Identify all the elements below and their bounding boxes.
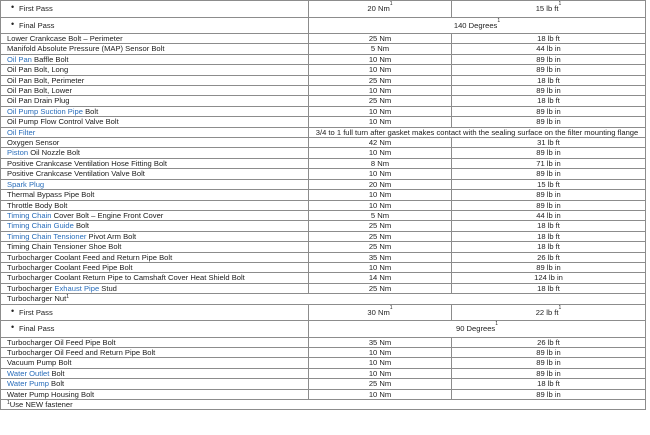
angle-value: 140 Degrees [453,20,498,30]
metric-cell: 25 Nm [309,34,452,44]
english-cell: 89 lb in [452,200,646,210]
english-cell: 26 lb ft [452,252,646,262]
table-row [1,96,646,106]
angle-value: 90 Degrees [455,324,496,334]
metric-cell: 8 Nm [309,158,452,168]
english-cell: 124 lb in [452,273,646,283]
component-cell [1,368,309,378]
footnote-marker: 1 [495,321,499,328]
table-row [1,242,646,252]
component-name-text: Timing Chain Tensioner Shoe Bolt [7,242,122,252]
table-row [1,321,646,338]
component-name-text: Positive Crankcase Ventilation Valve Bolt [7,169,145,179]
metric-cell [309,304,452,321]
english-cell: 18 lb ft [452,242,646,252]
english-cell: 89 lb in [452,347,646,357]
pass-cell [1,304,309,321]
table-row [1,138,646,148]
component-name-text: Bolt [48,379,65,389]
table-row [1,1,646,18]
component-link[interactable]: Suction Pipe [40,106,83,116]
english-cell: 89 lb in [452,148,646,158]
component-cell [1,179,309,189]
component-cell [1,190,309,200]
table-row [1,294,646,304]
component-cell [1,210,309,220]
metric-cell: 25 Nm [309,283,452,293]
metric-cell: 25 Nm [309,96,452,106]
component-link[interactable]: Oil Pan [7,54,32,64]
angle-cell [309,17,646,34]
pass-label: • First Pass [19,305,308,321]
component-name-text: Turbocharger Coolant Feed and Return Pipe Bolt [7,252,173,262]
component-cell [1,389,309,399]
component-name-text: Water Pump Housing Bolt [7,389,95,399]
table-row [1,158,646,168]
component-cell [1,106,309,116]
footnote-cell [1,400,646,410]
component-cell [1,252,309,262]
component-cell [1,65,309,75]
english-cell: 89 lb in [452,117,646,127]
english-cell: 44 lb in [452,210,646,220]
metric-cell: 10 Nm [309,148,452,158]
english-cell: 15 lb ft [452,179,646,189]
component-cell [1,34,309,44]
metric-cell: 20 Nm [309,179,452,189]
table-row [1,75,646,85]
metric-cell: 42 Nm [309,138,452,148]
component-cell [1,358,309,368]
footnote-marker: 1 [66,294,70,301]
component-name-text: Oxygen Sensor [7,138,60,148]
component-name-text: Oil Pan Bolt, Perimeter [7,75,85,85]
component-name-text: Baffle Bolt [31,54,69,64]
component-link[interactable]: Oil Pump [7,106,39,116]
component-cell [1,242,309,252]
table-row [1,231,646,241]
english-cell: 18 lb ft [452,283,646,293]
english-cell: 89 lb in [452,86,646,96]
english-cell: 18 lb ft [452,34,646,44]
spec-note-cell: 3/4 to 1 full turn after gasket makes contact with the sealing surface on the filter mounting flange [309,127,646,137]
component-name-text: Positive Crankcase Ventilation Hose Fitting Bolt [7,158,167,168]
english-cell: 89 lb in [452,358,646,368]
component-name-text: Oil Pump Flow Control Valve Bolt [7,117,119,127]
table-row [1,389,646,399]
component-name-text: Bolt [49,368,65,378]
table-row [1,252,646,262]
metric-cell: 10 Nm [309,347,452,357]
component-link[interactable]: Timing Chain Guide [7,221,74,231]
component-cell [1,148,309,158]
component-name-text: Turbocharger Oil Feed Pipe Bolt [7,337,116,347]
table-row [1,379,646,389]
english-cell [452,304,646,321]
metric-cell: 10 Nm [309,190,452,200]
table-row [1,347,646,357]
pass-list [7,305,308,321]
component-cell [1,221,309,231]
english-cell: 44 lb in [452,44,646,54]
component-name-text: Oil Pan Bolt, Lower [7,86,72,96]
component-cell [1,117,309,127]
table-row [1,337,646,347]
component-name-text: Bolt [83,106,99,116]
table-row [1,221,646,231]
pass-cell [1,17,309,34]
table-row [1,179,646,189]
english-cell: 89 lb in [452,389,646,399]
component-name-text: Bolt [73,221,90,231]
pass-cell [1,1,309,18]
english-cell: 89 lb in [452,106,646,116]
metric-value: 30 Nm [367,307,390,317]
component-link[interactable]: Water Outlet [7,368,50,378]
component-cell [1,283,309,293]
english-cell: 18 lb ft [452,231,646,241]
component-name-text: Turbocharger Coolant Return Pipe to Camshaft Cover Heat Shield Bolt [7,273,245,283]
table-row [1,169,646,179]
table-row [1,358,646,368]
metric-cell: 10 Nm [309,54,452,64]
footnote-marker: 1 [7,400,10,406]
table-row [1,148,646,158]
table-row [1,210,646,220]
english-cell: 18 lb ft [452,75,646,85]
metric-cell: 14 Nm [309,273,452,283]
component-name-text: Lower Crankcase Bolt – Perimeter [7,34,123,43]
component-name-text: Turbocharger Oil Feed and Return Pipe Bolt [7,347,156,357]
metric-cell: 10 Nm [309,169,452,179]
component-cell [1,44,309,54]
metric-cell: 10 Nm [309,86,452,96]
component-name-text: Stud [99,283,117,293]
english-cell: 31 lb ft [452,138,646,148]
component-cell [1,169,309,179]
english-value: 22 lb ft [535,307,559,317]
footnote-row [1,400,646,410]
pass-cell [1,321,309,338]
component-name-text: Oil Pan Drain Plug [7,96,70,106]
component-cell [1,347,309,357]
component-name-text: Cover Bolt – Engine Front Cover [51,210,164,220]
table-row [1,65,646,75]
component-cell [1,54,309,64]
component-cell [1,127,309,137]
table-row [1,368,646,378]
english-cell: 89 lb in [452,190,646,200]
component-name-text: Vacuum Pump Bolt [7,358,72,368]
english-cell: 89 lb in [452,262,646,272]
component-cell [1,158,309,168]
table-row [1,283,646,293]
english-cell: 18 lb ft [452,221,646,231]
table-row [1,273,646,283]
english-cell: 89 lb in [452,169,646,179]
english-value: 15 lb ft [535,4,559,13]
table-row [1,34,646,44]
component-link[interactable]: Piston [7,148,29,158]
component-link[interactable]: Exhaust Pipe [54,283,100,293]
table-row [1,117,646,127]
component-cell [1,75,309,85]
pass-list [7,18,308,34]
component-name-text: Turbocharger Nut [7,294,67,304]
metric-value: 20 Nm [367,4,390,13]
metric-cell: 25 Nm [309,221,452,231]
metric-cell: 10 Nm [309,389,452,399]
metric-cell: 25 Nm [309,242,452,252]
metric-cell: 25 Nm [309,231,452,241]
component-name-text: Oil Nozzle Bolt [28,148,81,158]
table-row [1,106,646,116]
metric-cell: 35 Nm [309,337,452,347]
component-cell [1,294,646,304]
component-name-text: Manifold Absolute Pressure (MAP) Sensor Bolt [7,44,165,54]
component-cell [1,273,309,283]
metric-cell: 10 Nm [309,262,452,272]
metric-cell: 5 Nm [309,44,452,54]
component-cell [1,138,309,148]
table-row [1,262,646,272]
component-cell [1,86,309,96]
metric-cell: 10 Nm [309,106,452,116]
english-cell [452,1,646,18]
table-row [1,200,646,210]
component-link[interactable]: Timing Chain Tensioner [7,231,87,241]
table-row [1,17,646,34]
pass-list [7,1,308,17]
component-cell [1,262,309,272]
metric-cell: 10 Nm [309,368,452,378]
pass-label: • Final Pass [19,321,308,337]
component-link[interactable]: Timing Chain [7,210,52,220]
component-cell [1,379,309,389]
metric-cell: 10 Nm [309,358,452,368]
pass-list [7,321,308,337]
footnote-text: Use NEW fastener [9,400,73,409]
footnote-marker: 1 [558,1,562,7]
table-row [1,190,646,200]
english-cell: 26 lb ft [452,337,646,347]
metric-cell: 10 Nm [309,117,452,127]
footnote-marker: 1 [389,304,393,311]
english-cell: 89 lb in [452,54,646,64]
component-link[interactable]: Water Pump [7,379,49,389]
english-cell: 89 lb in [452,65,646,75]
metric-cell: 25 Nm [309,75,452,85]
metric-cell: 25 Nm [309,379,452,389]
table-row [1,304,646,321]
metric-cell: 10 Nm [309,65,452,75]
table-row [1,127,646,137]
metric-cell: 5 Nm [309,210,452,220]
metric-cell [309,1,452,18]
table-row [1,86,646,96]
footnote-marker: 1 [389,1,393,7]
metric-cell: 35 Nm [309,252,452,262]
component-cell [1,200,309,210]
metric-cell: 10 Nm [309,200,452,210]
table-row [1,54,646,64]
component-name-text: Throttle Body Bolt [7,200,68,210]
component-name-text: Turbocharger Coolant Feed Pipe Bolt [7,262,133,272]
table-row [1,44,646,54]
pass-label: • First Pass [19,1,308,17]
footnote-marker: 1 [497,17,501,24]
component-link[interactable]: Spark Plug [7,179,45,189]
angle-cell [309,321,646,338]
component-cell [1,231,309,241]
pass-label: • Final Pass [19,18,308,34]
component-cell [1,96,309,106]
component-link[interactable]: Oil Filter [7,127,36,137]
english-cell: 89 lb in [452,368,646,378]
torque-table-body [1,1,646,410]
english-cell: 18 lb ft [452,379,646,389]
component-name-text: Oil Pan Bolt, Long [7,65,69,75]
component-name-text: Turbocharger [7,283,55,293]
component-name-text: Pivot Arm Bolt [86,231,137,241]
component-cell [1,337,309,347]
component-name-text: Thermal Bypass Pipe Bolt [7,190,95,200]
english-cell: 71 lb in [452,158,646,168]
english-cell: 18 lb ft [452,96,646,106]
footnote-marker: 1 [558,304,562,311]
